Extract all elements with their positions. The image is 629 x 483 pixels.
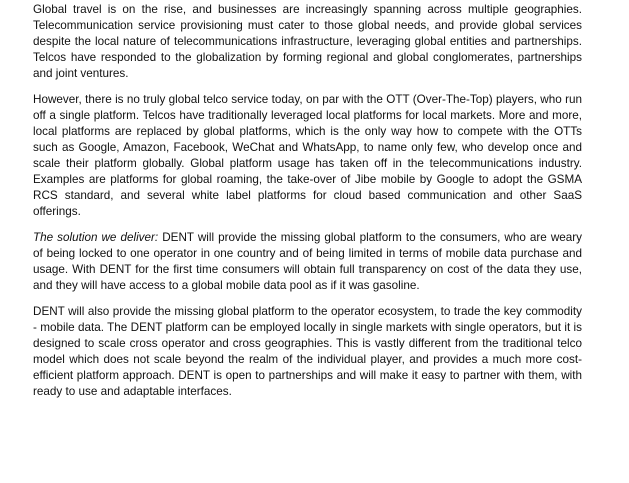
paragraph-globalization — [33, 2, 582, 82]
paragraph-operator-ecosystem — [33, 304, 582, 400]
paragraph-solution — [33, 230, 582, 294]
paragraph-text: DENT will also provide the missing global platform to the operator ecosystem, to trade the key commodity - mobile data. The DENT platform can be employed locally in single markets with single operators, but it is designed to scale cross operator and cross geographies. This is vastly different from the traditional telco model which does not scale beyond the realm of the individual player, and provides a much more cost-efficient platform approach. DENT is open to partnerships and will make it easy to partner with them, with ready to use and adaptable interfaces. — [33, 305, 582, 398]
paragraph-lead: The solution we deliver: — [33, 231, 159, 244]
paragraph-text: DENT will provide the missing global platform to the consumers, who are weary of being locked to one operator in one country and of being limited in terms of mobile data purchase and usage. With DENT for the first time consumers will obtain full transparency on cost of the data they use, and they will have access to a global mobile data pool as if it was gasoline. — [33, 231, 582, 292]
paragraph-text: However, there is no truly global telco service today, on par with the OTT (Over-The-Top) players, who run off a single platform. Telcos have traditionally leveraged local platforms for local markets. More and more, local platforms are replaced by global platforms, which is the only way how to compete with the OTTs such as Google, Amazon, Facebook, WeChat and WhatsApp, to name only few, who develop once and scale their platform globally. Global platform usage has taken off in the telecommunications industry. Examples are platforms for global roaming, the take-over of Jibe mobile by Google to adopt the GSMA RCS standard, and several white label platforms for cloud based communication and other SaaS offerings. — [33, 93, 582, 218]
document-body — [33, 2, 582, 400]
paragraph-text: Global travel is on the rise, and businesses are increasingly spanning across multiple geographies. Telecommunication service provisioning must cater to those global needs, and provide global services despite the local nature of telecommunications infrastructure, leveraging global entities and partnerships. Telcos have responded to the globalization by forming regional and global conglomerates, partnerships and joint ventures. — [33, 3, 582, 80]
paragraph-global-platforms — [33, 92, 582, 220]
